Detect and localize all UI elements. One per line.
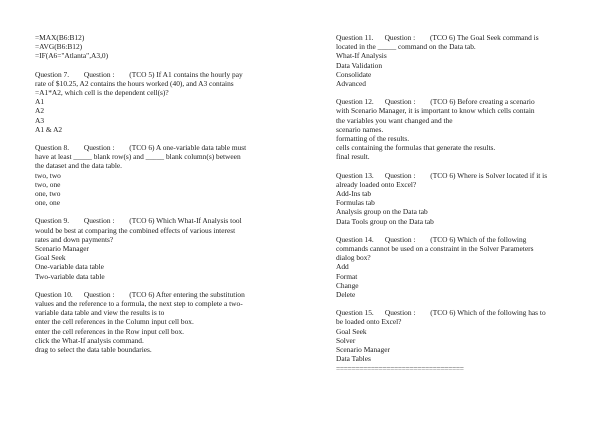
question-text: Question 12. Question : (TCO 6) Before creating a scenario — [336, 97, 535, 107]
answer-option: formatting of the results. — [336, 134, 410, 144]
formula-line: =MAX(B6:B12) — [35, 33, 85, 42]
answer-option: A2 — [35, 106, 45, 116]
question-text: variable data table and view the results is to — [35, 308, 165, 318]
question-14 — [336, 235, 596, 299]
question-text: =A1*A2, which cell is the dependent cell(s)? — [35, 88, 169, 98]
answer-option: Goal Seek — [336, 326, 367, 336]
question-text: Question 14. Question : (TCO 6) Which of the following — [336, 234, 527, 244]
formula-line: =IF(A6="Atlanta",A3,0) — [35, 51, 109, 61]
question-text: Question 15. Question : (TCO 6) Which of the following has to — [336, 308, 546, 318]
answer-option: Data Tools group on the Data tab — [336, 216, 434, 226]
right-column — [336, 33, 596, 373]
answer-option: final result. — [336, 152, 370, 162]
question-text: with Scenario Manager, it is important to know which cells contain — [336, 106, 535, 116]
question-8 — [35, 143, 290, 207]
answer-option: Formulas tab — [336, 198, 375, 208]
separator-line: ================================= — [336, 363, 464, 373]
question-15 — [336, 308, 596, 363]
question-text: Question 9. Question : (TCO 6) Which What-If Analysis tool — [35, 216, 242, 226]
question-11 — [336, 33, 596, 88]
answer-option: cells containing the formulas that generate the results. — [336, 143, 496, 153]
question-text: Question 8. Question : (TCO 6) A one-variable data table must — [35, 143, 247, 153]
question-7 — [35, 70, 290, 134]
answer-option: A3 — [35, 115, 45, 125]
question-text: values and the reference to a formula, the next step to complete a two- — [35, 299, 243, 309]
question-text: Question 13. Question : (TCO 6) Where is Solver located if it is — [336, 170, 548, 180]
answer-option: Consolidate — [336, 69, 372, 79]
question-text: commands cannot be used on a constraint in the Solver Parameters — [336, 244, 534, 254]
formula-block — [35, 33, 290, 61]
answer-option: Scenario Manager — [336, 345, 390, 355]
answer-option: scenario names. — [336, 124, 384, 134]
answer-option: drag to select the data table boundaries. — [35, 345, 152, 355]
question-text: already loaded onto Excel? — [336, 179, 417, 189]
question-9 — [35, 216, 290, 280]
answer-option: Analysis group on the Data tab — [336, 207, 428, 217]
answer-option: Solver — [336, 335, 356, 345]
formula-line: =AVG(B6:B12) — [35, 42, 83, 52]
answer-option: Delete — [336, 290, 356, 300]
left-column — [35, 33, 290, 354]
answer-option: Two-variable data table — [35, 271, 105, 281]
answer-option: Add — [336, 262, 349, 272]
question-text: located in the _____ command on the Data tab. — [336, 42, 476, 52]
question-text: Question 10. Question : (TCO 6) After entering the substitution — [35, 289, 245, 299]
question-text: the variables you want changed and the — [336, 115, 453, 125]
answer-option: Data Tables — [336, 354, 371, 364]
question-text: rate of $10.25, A2 contains the hours worked (40), and A3 contains — [35, 78, 234, 88]
question-text: Question 7. Question : (TCO 5) If A1 contains the hourly pay — [35, 69, 243, 79]
answer-option: Goal Seek — [35, 253, 66, 263]
question-text: be loaded onto Excel? — [336, 317, 402, 327]
question-12 — [336, 97, 596, 161]
answer-option: enter the cell references in the Row input cell box. — [35, 326, 184, 336]
answer-option: one, one — [35, 198, 61, 208]
question-text: dialog box? — [336, 253, 371, 263]
answer-option: two, one — [35, 179, 61, 189]
question-text: have at least _____ blank row(s) and _____ blank column(s) between — [35, 152, 241, 162]
answer-option: A1 — [35, 97, 45, 107]
answer-option: enter the cell references in the Column input cell box. — [35, 317, 194, 327]
answer-option: Format — [336, 271, 358, 281]
answer-option: Change — [336, 280, 359, 290]
question-text: would be best at comparing the combined effects of various interest — [35, 225, 236, 235]
question-text: Question 11. Question : (TCO 6) The Goal Seek command is — [336, 33, 539, 42]
answer-option: One-variable data table — [35, 262, 104, 272]
question-10 — [35, 290, 290, 354]
answer-option: click the What-If analysis command. — [35, 335, 144, 345]
answer-option: A1 & A2 — [35, 124, 63, 134]
answer-option: one, two — [35, 189, 61, 199]
answer-option: Add-Ins tab — [336, 189, 372, 199]
answer-option: two, two — [35, 170, 61, 180]
answer-option: Scenario Manager — [35, 244, 89, 254]
answer-option: Advanced — [336, 79, 366, 89]
question-text: rates and down payments? — [35, 234, 114, 244]
answer-option: Data Validation — [336, 60, 383, 70]
answer-option: What-If Analysis — [336, 51, 387, 61]
question-text: the dataset and the data table. — [35, 161, 123, 171]
question-13 — [336, 171, 596, 226]
